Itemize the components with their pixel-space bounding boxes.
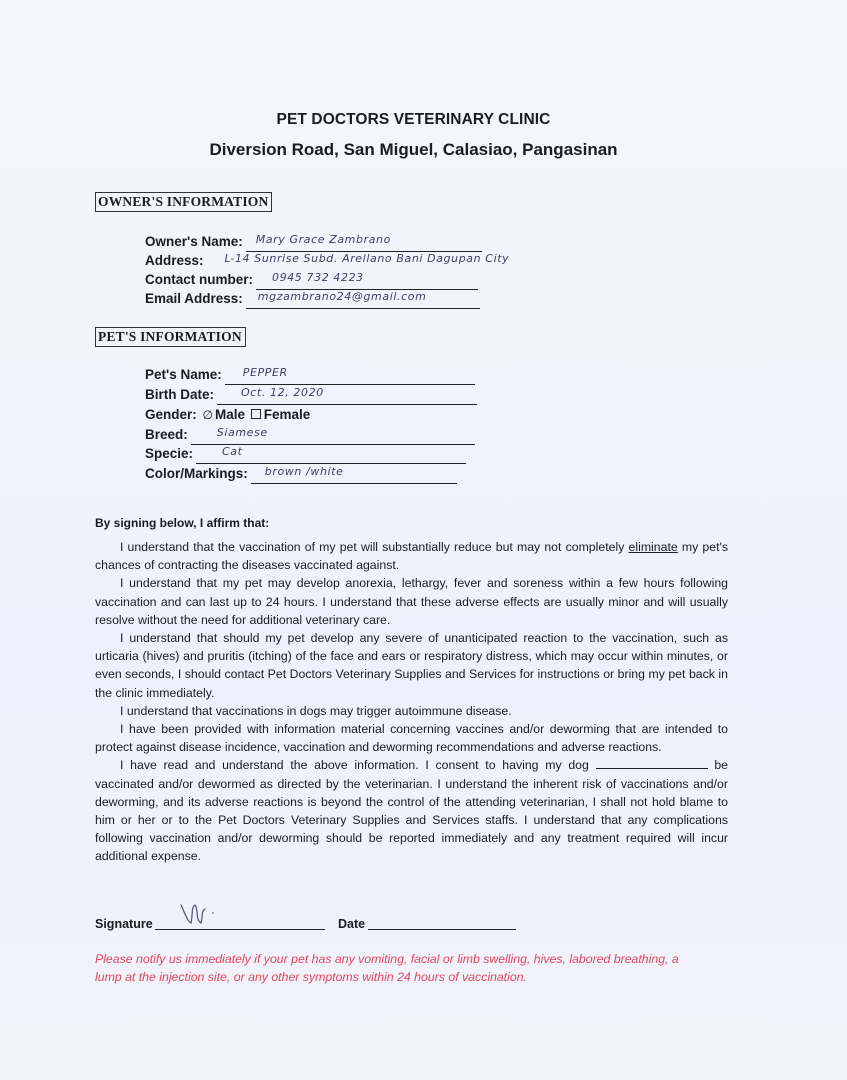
owner-email-line <box>246 292 480 309</box>
owner-email-value: mgzambrano24@gmail.com <box>257 290 427 303</box>
owner-contact-label: Contact number: <box>145 272 253 287</box>
pet-color-field[interactable] <box>145 464 457 484</box>
pet-specie-value: Cat <box>222 445 243 458</box>
female-option-label: Female <box>263 407 311 422</box>
affirmation-paragraph: I have been provided with information material concerning vaccines and/or deworming that are intended to protect against disease incidence, vaccination and deworming recommendations and adverse reactions. <box>95 722 728 755</box>
affirmation-paragraph: I understand that my pet may develop anorexia, lethargy, fever and soreness within a few hours following vaccination and can last up to 24 hours. I understand that these adverse effects are usually minor and will usually resolve without the need for additional veterinary care. <box>95 576 728 627</box>
female-checkbox[interactable] <box>251 409 261 419</box>
pet-breed-field[interactable] <box>145 425 475 445</box>
pet-color-value: brown /white <box>264 465 344 478</box>
owner-section-heading: OWNER'S INFORMATION <box>95 192 272 212</box>
pet-color-line <box>251 467 457 484</box>
affirmation-paragraph: I understand that should my pet develop any severe of unanticipated reaction to the vaccination, such as urticaria (hives) and pruritis (itching) of the face and ears or respiratory distress, which may occur within minutes, or even seconds, I should contact Pet Doctors Veterinary Supplies and Services for instructions or bring my pet back in the clinic immediately. <box>95 631 728 700</box>
owner-email-field[interactable] <box>145 289 480 309</box>
affirmation-paragraph: I understand that vaccinations in dogs may trigger autoimmune disease. <box>120 703 512 718</box>
owner-contact-value: 0945 732 4223 <box>272 271 364 284</box>
signature-label: Signature <box>95 917 153 931</box>
handwritten-signature <box>177 899 217 929</box>
pet-birthdate-value: Oct. 12, 2020 <box>241 386 324 399</box>
affirmation-p6-start: I have read and understand the above information. I consent to having my dog <box>120 758 589 773</box>
affirmation-p1-end: my pet's chances of contracting the diseases vaccinated against. <box>95 540 729 573</box>
affirmation-paragraph <box>95 756 728 865</box>
signature-line[interactable] <box>155 929 325 930</box>
pet-birthdate-field[interactable] <box>145 385 477 405</box>
owner-email-label: Email Address: <box>145 291 243 306</box>
owner-address-label: Address: <box>145 253 204 268</box>
affirmation-paragraph <box>95 538 728 574</box>
pet-breed-value: Siamese <box>216 426 268 439</box>
pet-specie-label: Specie: <box>145 446 194 461</box>
pet-gender-field <box>145 405 310 425</box>
pet-section-heading: PET'S INFORMATION <box>95 327 246 347</box>
pet-birthdate-label: Birth Date: <box>145 387 215 402</box>
pet-specie-field[interactable] <box>145 444 466 464</box>
post-vaccination-notice: Please notify us immediately if your pet has any vomiting, facial or limb swelling, hives, labored breathing, a lump at the injection site, or any other symptoms within 24 hours of vaccination. <box>95 952 679 984</box>
owner-name-label: Owner's Name: <box>145 234 243 249</box>
male-option-label: Male <box>214 407 245 422</box>
affirmation-p6-end: be vaccinated and/or dewormed as directed by the veterinarian. I understand the inherent risk of vaccinations and/or deworming, and its adverse reactions is beyond the control of the attending veterinarian, I shall not hold blame to him or her or to the Pet Doctors Veterinary Supplies and Services staffs. I understand that any complications following vaccination and/or deworming should be reported immediately and any treatment required will incur additional expense. <box>95 758 729 864</box>
pet-name-value: PEPPER <box>242 366 288 379</box>
affirmation-p1-start: I understand that the vaccination of my pet will substantially reduce but may not completely <box>120 540 625 554</box>
date-line[interactable] <box>368 929 516 930</box>
affirmation-title: By signing below, I affirm that: <box>95 516 270 530</box>
pet-color-label: Color/Markings: <box>145 466 248 481</box>
clinic-address: Diversion Road, San Miguel, Calasiao, Pangasinan <box>209 140 618 159</box>
affirmation-p1-underlined: eliminate <box>628 540 678 554</box>
pet-name-field[interactable] <box>145 365 475 385</box>
dog-name-blank[interactable] <box>596 757 708 769</box>
pet-name-label: Pet's Name: <box>145 367 222 382</box>
pet-birthdate-line <box>217 388 477 405</box>
pet-gender-label: Gender: <box>145 407 197 422</box>
date-label: Date <box>338 917 366 931</box>
signature-row <box>95 914 735 934</box>
clinic-name: PET DOCTORS VETERINARY CLINIC <box>276 111 551 128</box>
owner-address-value: L-14 Sunrise Subd. Arellano Bani Dagupan City <box>224 252 510 265</box>
pet-breed-label: Breed: <box>145 427 188 442</box>
owner-address-line <box>207 252 537 271</box>
owner-name-value: Mary Grace Zambrano <box>255 233 391 246</box>
affirmation-text <box>95 538 728 866</box>
male-checkbox-checked-icon[interactable]: ∅ <box>202 408 213 422</box>
